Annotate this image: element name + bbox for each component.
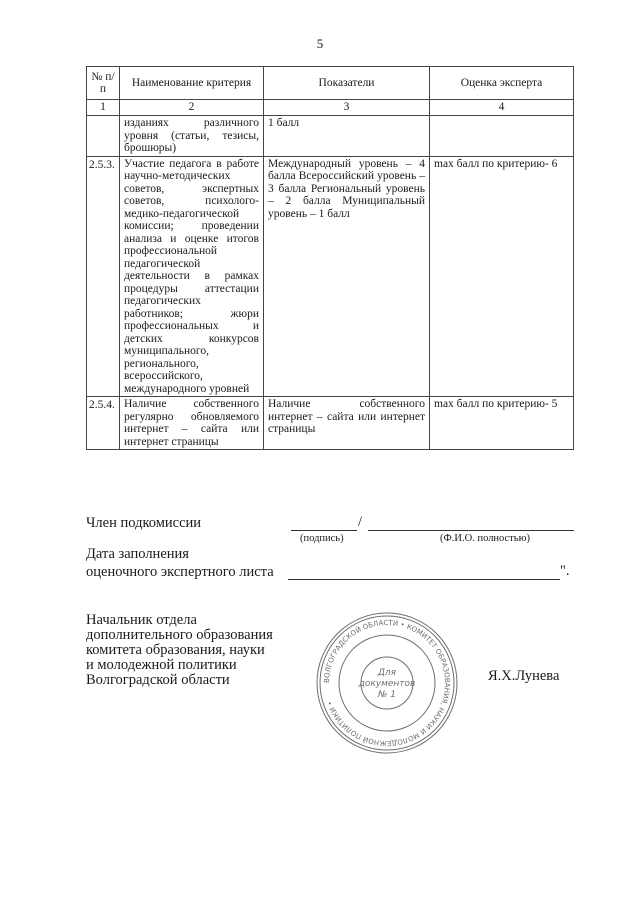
table-row: [87, 116, 574, 157]
date-quote: ".: [560, 563, 570, 579]
row-criterion: Наличие собственного регулярно обновляемого интернет – сайта или интернет страницы: [120, 397, 264, 450]
chief-title: [86, 613, 306, 688]
stamp-ring-text: ВОЛГОГРАДСКОЙ ОБЛАСТИ • КОМИТЕТ ОБРАЗОВАНИЯ, НАУКИ И МОЛОДЕЖНОЙ ПОЛИТИКИ •: [322, 618, 452, 748]
row-code: [87, 116, 120, 157]
column-number: 2: [120, 100, 264, 116]
column-number-row: [87, 100, 574, 116]
date-label-line-1: Дата заполнения: [86, 546, 189, 562]
page-number: 5: [316, 36, 324, 51]
chief-title-line: комитета образования, науки: [86, 642, 265, 658]
stamp-center-text: № 1: [378, 690, 396, 700]
member-label: Член подкомиссии: [86, 515, 202, 531]
column-number: 4: [430, 100, 574, 116]
date-line: [288, 579, 560, 580]
name-line: [368, 530, 574, 531]
signature-slash: /: [358, 514, 363, 530]
row-score: [430, 116, 574, 157]
header-expert-score: Оценка эксперта: [430, 67, 574, 100]
table-row: [87, 156, 574, 397]
row-code: 2.5.3.: [87, 156, 120, 397]
chief-title-line: Волгоградской области: [86, 672, 230, 688]
table-row: [87, 397, 574, 450]
date-label-line-2: оценочного экспертного листа: [86, 564, 274, 580]
row-score: max балл по критерию- 5: [430, 397, 574, 450]
name-caption: (Ф.И.О. полностью): [440, 533, 530, 544]
row-code: 2.5.4.: [87, 397, 120, 450]
column-number: 3: [264, 100, 430, 116]
signature-caption: (подпись): [300, 533, 344, 544]
table-header-row: [87, 67, 574, 100]
row-criterion: Участие педагога в работе научно-методических советов, экспертных советов, психолого-медико-педагогической комиссии; проведении анализа и оценке итогов профессиональной педагогической деятельности в рамках процедуры аттестации педагогических работников; жюри профессиональных и детских конкурсов муниципального, регионального, всероссийского, международного уровней: [120, 156, 264, 397]
row-indicators: Международный уровень – 4 балла Всероссийский уровень – 3 балла Региональный уровень – 2 балла Муниципальный уровень – 1 балл: [264, 156, 430, 397]
header-number: № п/п: [87, 67, 120, 100]
row-score: max балл по критерию- 6: [430, 156, 574, 397]
chief-title-line: и молодежной политики: [86, 657, 237, 673]
chief-title-line: Начальник отдела: [86, 612, 197, 628]
row-indicators: 1 балл: [264, 116, 430, 157]
stamp-center-text: Для: [377, 668, 397, 678]
row-indicators: Наличие собственного интернет – сайта или интернет страницы: [264, 397, 430, 450]
header-criterion: Наименование критерия: [120, 67, 264, 100]
header-indicators: Показатели: [264, 67, 430, 100]
stamp-center-text: документов: [358, 679, 416, 689]
column-number: 1: [87, 100, 120, 116]
chief-name: Я.Х.Лунева: [488, 668, 560, 684]
signature-line: [291, 530, 357, 531]
chief-title-line: дополнительного образования: [86, 627, 273, 643]
row-criterion: изданиях различного уровня (статьи, тезисы, брошюры): [120, 116, 264, 157]
criteria-table: [86, 66, 574, 450]
official-stamp: [312, 608, 462, 758]
